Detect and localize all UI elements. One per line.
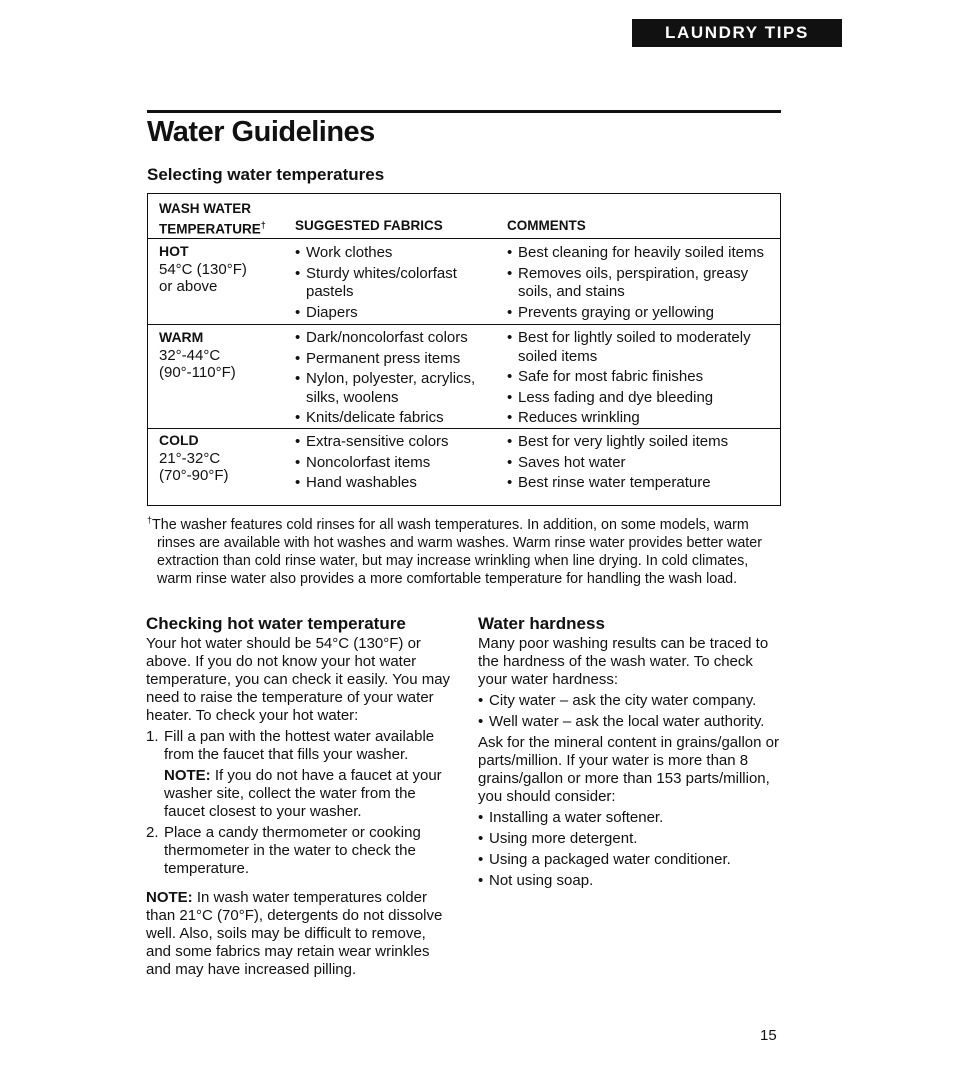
sources-list xyxy=(478,692,784,731)
fabrics-list xyxy=(295,329,495,430)
fabrics-list xyxy=(295,244,495,324)
list-item: • Less fading and dye bleeding xyxy=(507,389,775,408)
temp-cell: WARM 32°-44°C (90°-110°F) xyxy=(159,329,236,381)
table-footnote: †The washer features cold rinses for all wash temperatures. In addition, on some models, warm rinses are available with hot washes and warm washes. Warm rinse water provides better water extraction than cold rinse water, but may increase wrinkling when line drying. In cold climates, warm rinse water also provides a more comfortable temperature for handling the wash load. xyxy=(147,515,762,587)
temp-cell: HOT 54°C (130°F) or above xyxy=(159,243,247,295)
steps-list xyxy=(146,728,454,878)
list-item: • Installing a water softener. xyxy=(478,809,784,827)
comments-list xyxy=(507,329,775,430)
list-item: • Reduces wrinkling xyxy=(507,409,775,428)
list-item: • Not using soap. xyxy=(478,872,784,890)
header-fabrics: SUGGESTED FABRICS xyxy=(295,218,443,233)
title-rule xyxy=(147,110,781,113)
water-hardness-section xyxy=(478,615,784,893)
header-comments: COMMENTS xyxy=(507,218,586,233)
table-row-cold xyxy=(148,428,780,505)
list-item: • Diapers xyxy=(295,304,495,323)
list-item: • Best for lightly soiled to moderately soiled items xyxy=(507,329,775,366)
list-item: • Safe for most fabric finishes xyxy=(507,368,775,387)
list-item: • Permanent press items xyxy=(295,350,495,369)
list-item: • Best for very lightly soiled items xyxy=(507,433,775,452)
step-item: 1. Fill a pan with the hottest water available from the faucet that fills your washer. NOTE: If you do not have a faucet at your washer site, collect the water from the faucet closest to your washer. xyxy=(146,728,454,821)
list-item: • Dark/noncolorfast colors xyxy=(295,329,495,348)
paragraph: Your hot water should be 54°C (130°F) or above. If you do not know your hot water temperature, you can check it easily. You may need to raise the temperature of your water heater. To check your hot water: xyxy=(146,635,451,724)
table-row-hot xyxy=(148,238,780,324)
options-list xyxy=(478,809,784,890)
header-temperature: WASH WATER TEMPERATURE† xyxy=(159,201,266,237)
page-number: 15 xyxy=(760,1027,777,1044)
section-heading: Water hardness xyxy=(478,614,605,633)
list-item: • Sturdy whites/colorfast pastels xyxy=(295,265,495,302)
fabrics-list xyxy=(295,433,495,495)
comments-list xyxy=(507,433,775,495)
temp-cell: COLD 21°-32°C (70°-90°F) xyxy=(159,432,229,484)
list-item: • Hand washables xyxy=(295,474,495,493)
step-item: 2. Place a candy thermometer or cooking thermometer in the water to check the temperature. xyxy=(146,824,421,877)
step-note: NOTE: If you do not have a faucet at your washer site, collect the water from the faucet closest to your washer. xyxy=(164,767,442,820)
note-paragraph: NOTE: In wash water temperatures colder than 21°C (70°F), detergents do not dissolve well. Also, soils may be difficult to remove, and some fabrics may retain wear wrinkles and may have increased pilling. xyxy=(146,889,443,978)
list-item: • City water – ask the city water company. xyxy=(478,692,784,710)
page-title: Water Guidelines xyxy=(147,116,375,148)
list-item: • Knits/delicate fabrics xyxy=(295,409,495,428)
section-heading: Checking hot water temperature xyxy=(146,614,406,633)
list-item: • Nylon, polyester, acrylics, silks, woolens xyxy=(295,370,495,407)
list-item: • Extra-sensitive colors xyxy=(295,433,495,452)
list-item: • Noncolorfast items xyxy=(295,454,495,473)
section-tag: LAUNDRY TIPS xyxy=(632,19,842,47)
list-item: • Best rinse water temperature xyxy=(507,474,775,493)
list-item: • Removes oils, perspiration, greasy soils, and stains xyxy=(507,265,775,302)
list-item: • Saves hot water xyxy=(507,454,775,473)
comments-list xyxy=(507,244,775,324)
table-row-warm xyxy=(148,324,780,428)
paragraph: Many poor washing results can be traced to the hardness of the wash water. To check your water hardness: xyxy=(478,635,769,688)
list-item: • Work clothes xyxy=(295,244,495,263)
list-item: • Well water – ask the local water authority. xyxy=(478,713,784,731)
table-heading: Selecting water temperatures xyxy=(147,165,385,184)
paragraph: Ask for the mineral content in grains/gallon or parts/million. If your water is more than 8 grains/gallon or more than 153 parts/million, you should consider: xyxy=(478,734,779,805)
list-item: • Best cleaning for heavily soiled items xyxy=(507,244,775,263)
list-item: • Prevents graying or yellowing xyxy=(507,304,775,323)
hot-water-check-section xyxy=(146,615,454,982)
water-temperature-table xyxy=(147,193,781,506)
list-item: • Using more detergent. xyxy=(478,830,784,848)
list-item: • Using a packaged water conditioner. xyxy=(478,851,784,869)
